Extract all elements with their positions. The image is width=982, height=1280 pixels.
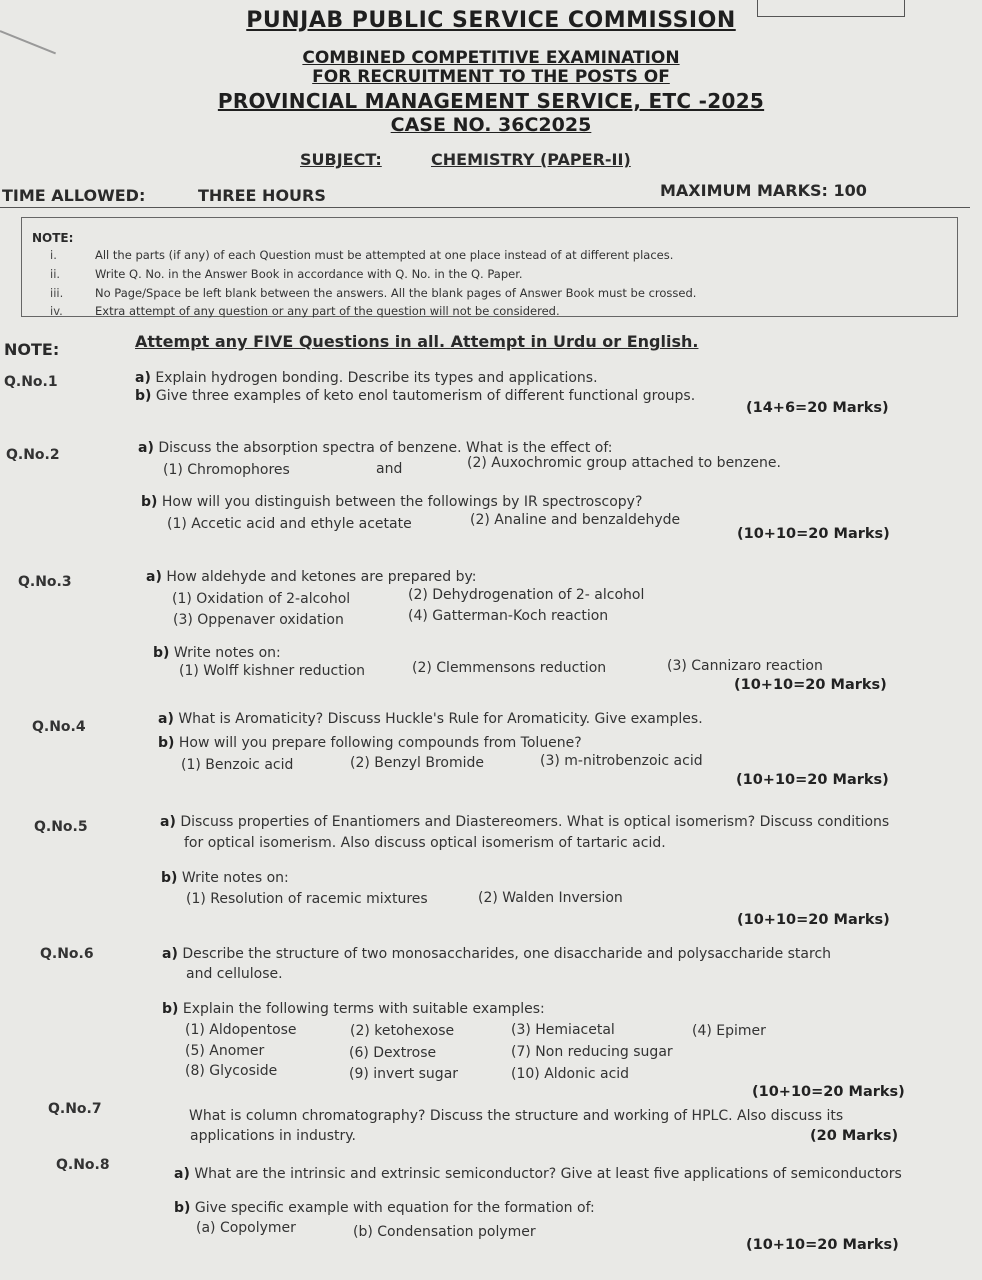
q6-term: (2) ketohexose xyxy=(350,1023,455,1039)
time-allowed-value: THREE HOURS xyxy=(198,186,326,205)
q6-part-b: b) Explain the following terms with suitable examples: xyxy=(162,1001,545,1017)
q1-part-a: a) Explain hydrogen bonding. Describe its types and applications. xyxy=(135,370,598,386)
question-number: Q.No.4 xyxy=(32,719,86,735)
q5-b-item: (1) Resolution of racemic mixtures xyxy=(186,891,428,907)
q6-term: (1) Aldopentose xyxy=(185,1022,297,1038)
q3-a-item: (4) Gatterman-Koch reaction xyxy=(408,608,609,624)
q4-b-item: (2) Benzyl Bromide xyxy=(350,755,484,771)
question-number: Q.No.6 xyxy=(40,946,94,962)
instruction-2: Write Q. No. in the Answer Book in accordance with Q. No. in the Q. Paper. xyxy=(95,267,523,281)
instructions-box xyxy=(21,217,958,317)
q2-b-item: (2) Analine and benzaldehyde xyxy=(470,512,681,528)
q4-marks: (10+10=20 Marks) xyxy=(736,772,889,788)
commission-title: PUNJAB PUBLIC SERVICE COMMISSION xyxy=(246,8,736,33)
q2-a-item: (1) Chromophores xyxy=(163,462,290,478)
q8-part-a: a) What are the intrinsic and extrinsic semiconductor? Give at least five applications of semiconductors xyxy=(174,1166,902,1182)
instruction-3: No Page/Space be left blank between the answers. All the blank pages of Answer Book must be crossed. xyxy=(95,286,697,300)
q6-term: (7) Non reducing sugar xyxy=(511,1044,673,1060)
q2-marks: (10+10=20 Marks) xyxy=(737,526,890,542)
q5-part-a: a) Discuss properties of Enantiomers and Diastereomers. What is optical isomerism? Discuss conditions xyxy=(160,814,890,830)
exam-line-1: COMBINED COMPETITIVE EXAMINATION xyxy=(302,48,680,68)
time-allowed-label: TIME ALLOWED: xyxy=(2,186,146,205)
instruction-num: ii. xyxy=(50,267,61,281)
q6-term: (10) Aldonic acid xyxy=(511,1066,630,1082)
q4-b-item: (1) Benzoic acid xyxy=(181,757,294,773)
q6-term: (6) Dextrose xyxy=(349,1045,437,1061)
q6-term: (9) invert sugar xyxy=(349,1066,459,1082)
case-number: CASE NO. 36C2025 xyxy=(390,114,592,136)
q8-b-item: (b) Condensation polymer xyxy=(353,1224,536,1240)
q8-marks: (10+10=20 Marks) xyxy=(746,1237,899,1253)
note-label: NOTE: xyxy=(4,340,60,359)
q5-part-a-cont: for optical isomerism. Also discuss optical isomerism of tartaric acid. xyxy=(184,835,666,851)
q6-term: (3) Hemiacetal xyxy=(511,1022,615,1038)
subject-label: SUBJECT: xyxy=(300,150,382,169)
q6-part-a-cont: and cellulose. xyxy=(186,966,283,982)
q3-b-item: (3) Cannizaro reaction xyxy=(667,658,823,674)
question-number: Q.No.1 xyxy=(4,374,58,390)
instruction-num: iii. xyxy=(50,286,64,300)
q3-part-a: a) How aldehyde and ketones are prepared by: xyxy=(146,569,477,585)
q5-part-b: b) Write notes on: xyxy=(161,870,289,886)
q6-term: (8) Glycoside xyxy=(185,1063,278,1079)
q7-text-cont: applications in industry. xyxy=(190,1128,356,1144)
q2-a-item: (2) Auxochromic group attached to benzene. xyxy=(467,455,781,471)
q3-marks: (10+10=20 Marks) xyxy=(734,677,887,693)
q2-part-b: b) How will you distinguish between the followings by IR spectroscopy? xyxy=(141,494,643,510)
q4-part-b: b) How will you prepare following compounds from Toluene? xyxy=(158,735,582,751)
q3-b-item: (1) Wolff kishner reduction xyxy=(179,663,366,679)
instructions-label: NOTE: xyxy=(32,231,74,245)
q6-marks: (10+10=20 Marks) xyxy=(752,1084,905,1100)
q1-marks: (14+6=20 Marks) xyxy=(746,400,889,416)
q3-a-item: (1) Oxidation of 2-alcohol xyxy=(172,591,351,607)
q3-a-item: (3) Oppenaver oxidation xyxy=(173,612,344,628)
maximum-marks: MAXIMUM MARKS: 100 xyxy=(660,181,867,200)
q4-b-item: (3) m-nitrobenzoic acid xyxy=(540,753,703,769)
q3-b-item: (2) Clemmensons reduction xyxy=(412,660,607,676)
attempt-instruction: Attempt any FIVE Questions in all. Attempt in Urdu or English. xyxy=(135,332,699,351)
posts-title: PROVINCIAL MANAGEMENT SERVICE, ETC -2025 xyxy=(217,89,765,113)
q6-part-a: a) Describe the structure of two monosaccharides, one disaccharide and polysaccharide starch xyxy=(162,946,832,962)
exam-line-2: FOR RECRUITMENT TO THE POSTS OF xyxy=(312,67,670,87)
question-number: Q.No.8 xyxy=(56,1157,110,1173)
q6-term: (5) Anomer xyxy=(185,1043,265,1059)
q1-part-b: b) Give three examples of keto enol tautomerism of different functional groups. xyxy=(135,388,696,404)
instruction-num: iv. xyxy=(50,304,63,318)
subject-value: CHEMISTRY (PAPER-II) xyxy=(431,150,631,169)
q2-part-a: a) Discuss the absorption spectra of benzene. What is the effect of: xyxy=(138,440,613,456)
instruction-num: i. xyxy=(50,248,57,262)
question-number: Q.No.2 xyxy=(6,447,60,463)
q3-part-b: b) Write notes on: xyxy=(153,645,281,661)
q2-b-item: (1) Accetic acid and ethyle acetate xyxy=(167,516,412,532)
q7-text: What is column chromatography? Discuss the structure and working of HPLC. Also discuss its xyxy=(189,1108,844,1124)
q8-part-b: b) Give specific example with equation for the formation of: xyxy=(174,1200,595,1216)
q3-a-item: (2) Dehydrogenation of 2- alcohol xyxy=(408,587,645,603)
instruction-1: All the parts (if any) of each Question must be attempted at one place instead of at different places. xyxy=(95,248,674,262)
question-number: Q.No.5 xyxy=(34,819,88,835)
header-rule xyxy=(0,207,970,208)
q5-b-item: (2) Walden Inversion xyxy=(478,890,623,906)
q5-marks: (10+10=20 Marks) xyxy=(737,912,890,928)
q6-term: (4) Epimer xyxy=(692,1023,766,1039)
q4-part-a: a) What is Aromaticity? Discuss Huckle's Rule for Aromaticity. Give examples. xyxy=(158,711,703,727)
q8-b-item: (a) Copolymer xyxy=(196,1220,296,1236)
instruction-4: Extra attempt of any question or any part of the question will not be considered. xyxy=(95,304,560,318)
question-number: Q.No.3 xyxy=(18,574,72,590)
question-number: Q.No.7 xyxy=(48,1101,102,1117)
q7-marks: (20 Marks) xyxy=(810,1128,899,1144)
q2-and: and xyxy=(376,461,403,477)
